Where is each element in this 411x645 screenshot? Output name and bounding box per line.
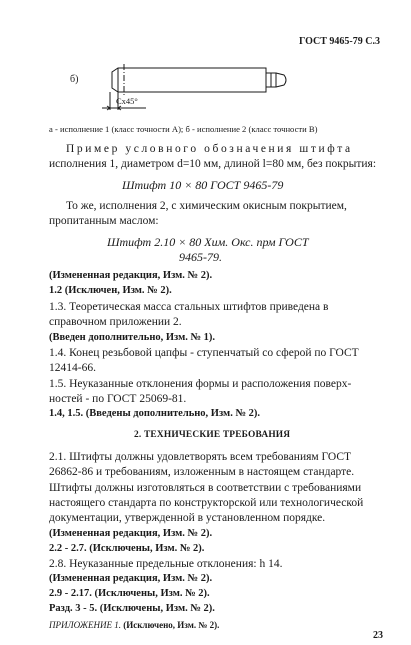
example-line: исполнения 1, диаметром d=10 мм, длиной l=80 мм, без покрытия: (49, 158, 377, 170)
amendment-note: 2.9 - 2.17. (Исключены, Изм. № 2). (49, 588, 210, 599)
clause-text: 2.8. Неуказанные предельные отклонения: h 14. (49, 558, 283, 570)
amendment-note: (Измененная редакция, Изм. № 2). (49, 270, 213, 281)
clause-text: ностей - по ГОСТ 25069-81. (49, 393, 187, 405)
chamfer-dimension: Сх45° (116, 96, 138, 106)
clause-text: 26862-86 и требованиям, изложенным в настоящем стандарте. (49, 466, 355, 478)
amendment-note: 2.2 - 2.7. (Исключены, Изм. № 2). (49, 543, 205, 554)
example-line: Пример условного обозначения штифта (66, 143, 353, 155)
appendix-label: ПРИЛОЖЕНИЕ 1. (49, 620, 121, 630)
clause-text: 1.5. Неуказанные отклонения формы и расположения поверх- (49, 378, 352, 390)
clause-text: справочном приложении 2. (49, 316, 182, 328)
clause-text: 12414-66. (49, 362, 96, 374)
clause-text: настоящего стандарта по конструкторской или технологической (49, 497, 364, 509)
clause-text: 1.4. Конец резьбовой цапфы - ступенчатый со сферой по ГОСТ (49, 347, 359, 359)
amendment-note: (Измененная редакция, Изм. № 2). (49, 528, 213, 539)
page-number: 23 (373, 630, 383, 641)
amendment-note: Разд. 3 - 5. (Исключены, Изм. № 2). (49, 603, 215, 614)
appendix-note (49, 620, 219, 630)
pin-drawing (88, 58, 308, 120)
running-header: ГОСТ 9465-79 С.3 (299, 36, 380, 47)
clause-text: документации, утвержденной в установленном порядке. (49, 512, 326, 524)
section-title: 2. ТЕХНИЧЕСКИЕ ТРЕБОВАНИЯ (134, 430, 291, 440)
amendment-note: 1.4, 1.5. (Введены дополнительно, Изм. № 2). (49, 408, 260, 419)
example-line: То же, исполнения 2, с химическим окисным покрытием, (66, 200, 347, 212)
clause-text: 2.1. Штифты должны удовлетворять всем требованиям ГОСТ (49, 451, 352, 463)
figure-caption: а - исполнение 1 (класс точности А); б - исполнение 2 (класс точности В) (49, 124, 318, 134)
designation-example: Штифт 10 × 80 ГОСТ 9465-79 (122, 178, 284, 192)
designation-example: Штифт 2.10 × 80 Хим. Окс. прм ГОСТ (107, 235, 309, 249)
appendix-status: (Исключено, Изм. № 2). (123, 620, 220, 630)
figure-label: б) (70, 74, 79, 85)
designation-example: 9465-79. (179, 250, 222, 264)
clause-text: 1.3. Теоретическая масса стальных штифтов приведена в (49, 301, 329, 313)
example-line: пропитанным маслом: (49, 215, 159, 227)
amendment-note: (Введен дополнительно, Изм. № 1). (49, 332, 216, 343)
amendment-note: (Измененная редакция, Изм. № 2). (49, 573, 213, 584)
clause-text: Штифты должны изготовляться в соответствии с требованиями (49, 482, 362, 494)
amendment-note: 1.2 (Исключен, Изм. № 2). (49, 285, 172, 296)
